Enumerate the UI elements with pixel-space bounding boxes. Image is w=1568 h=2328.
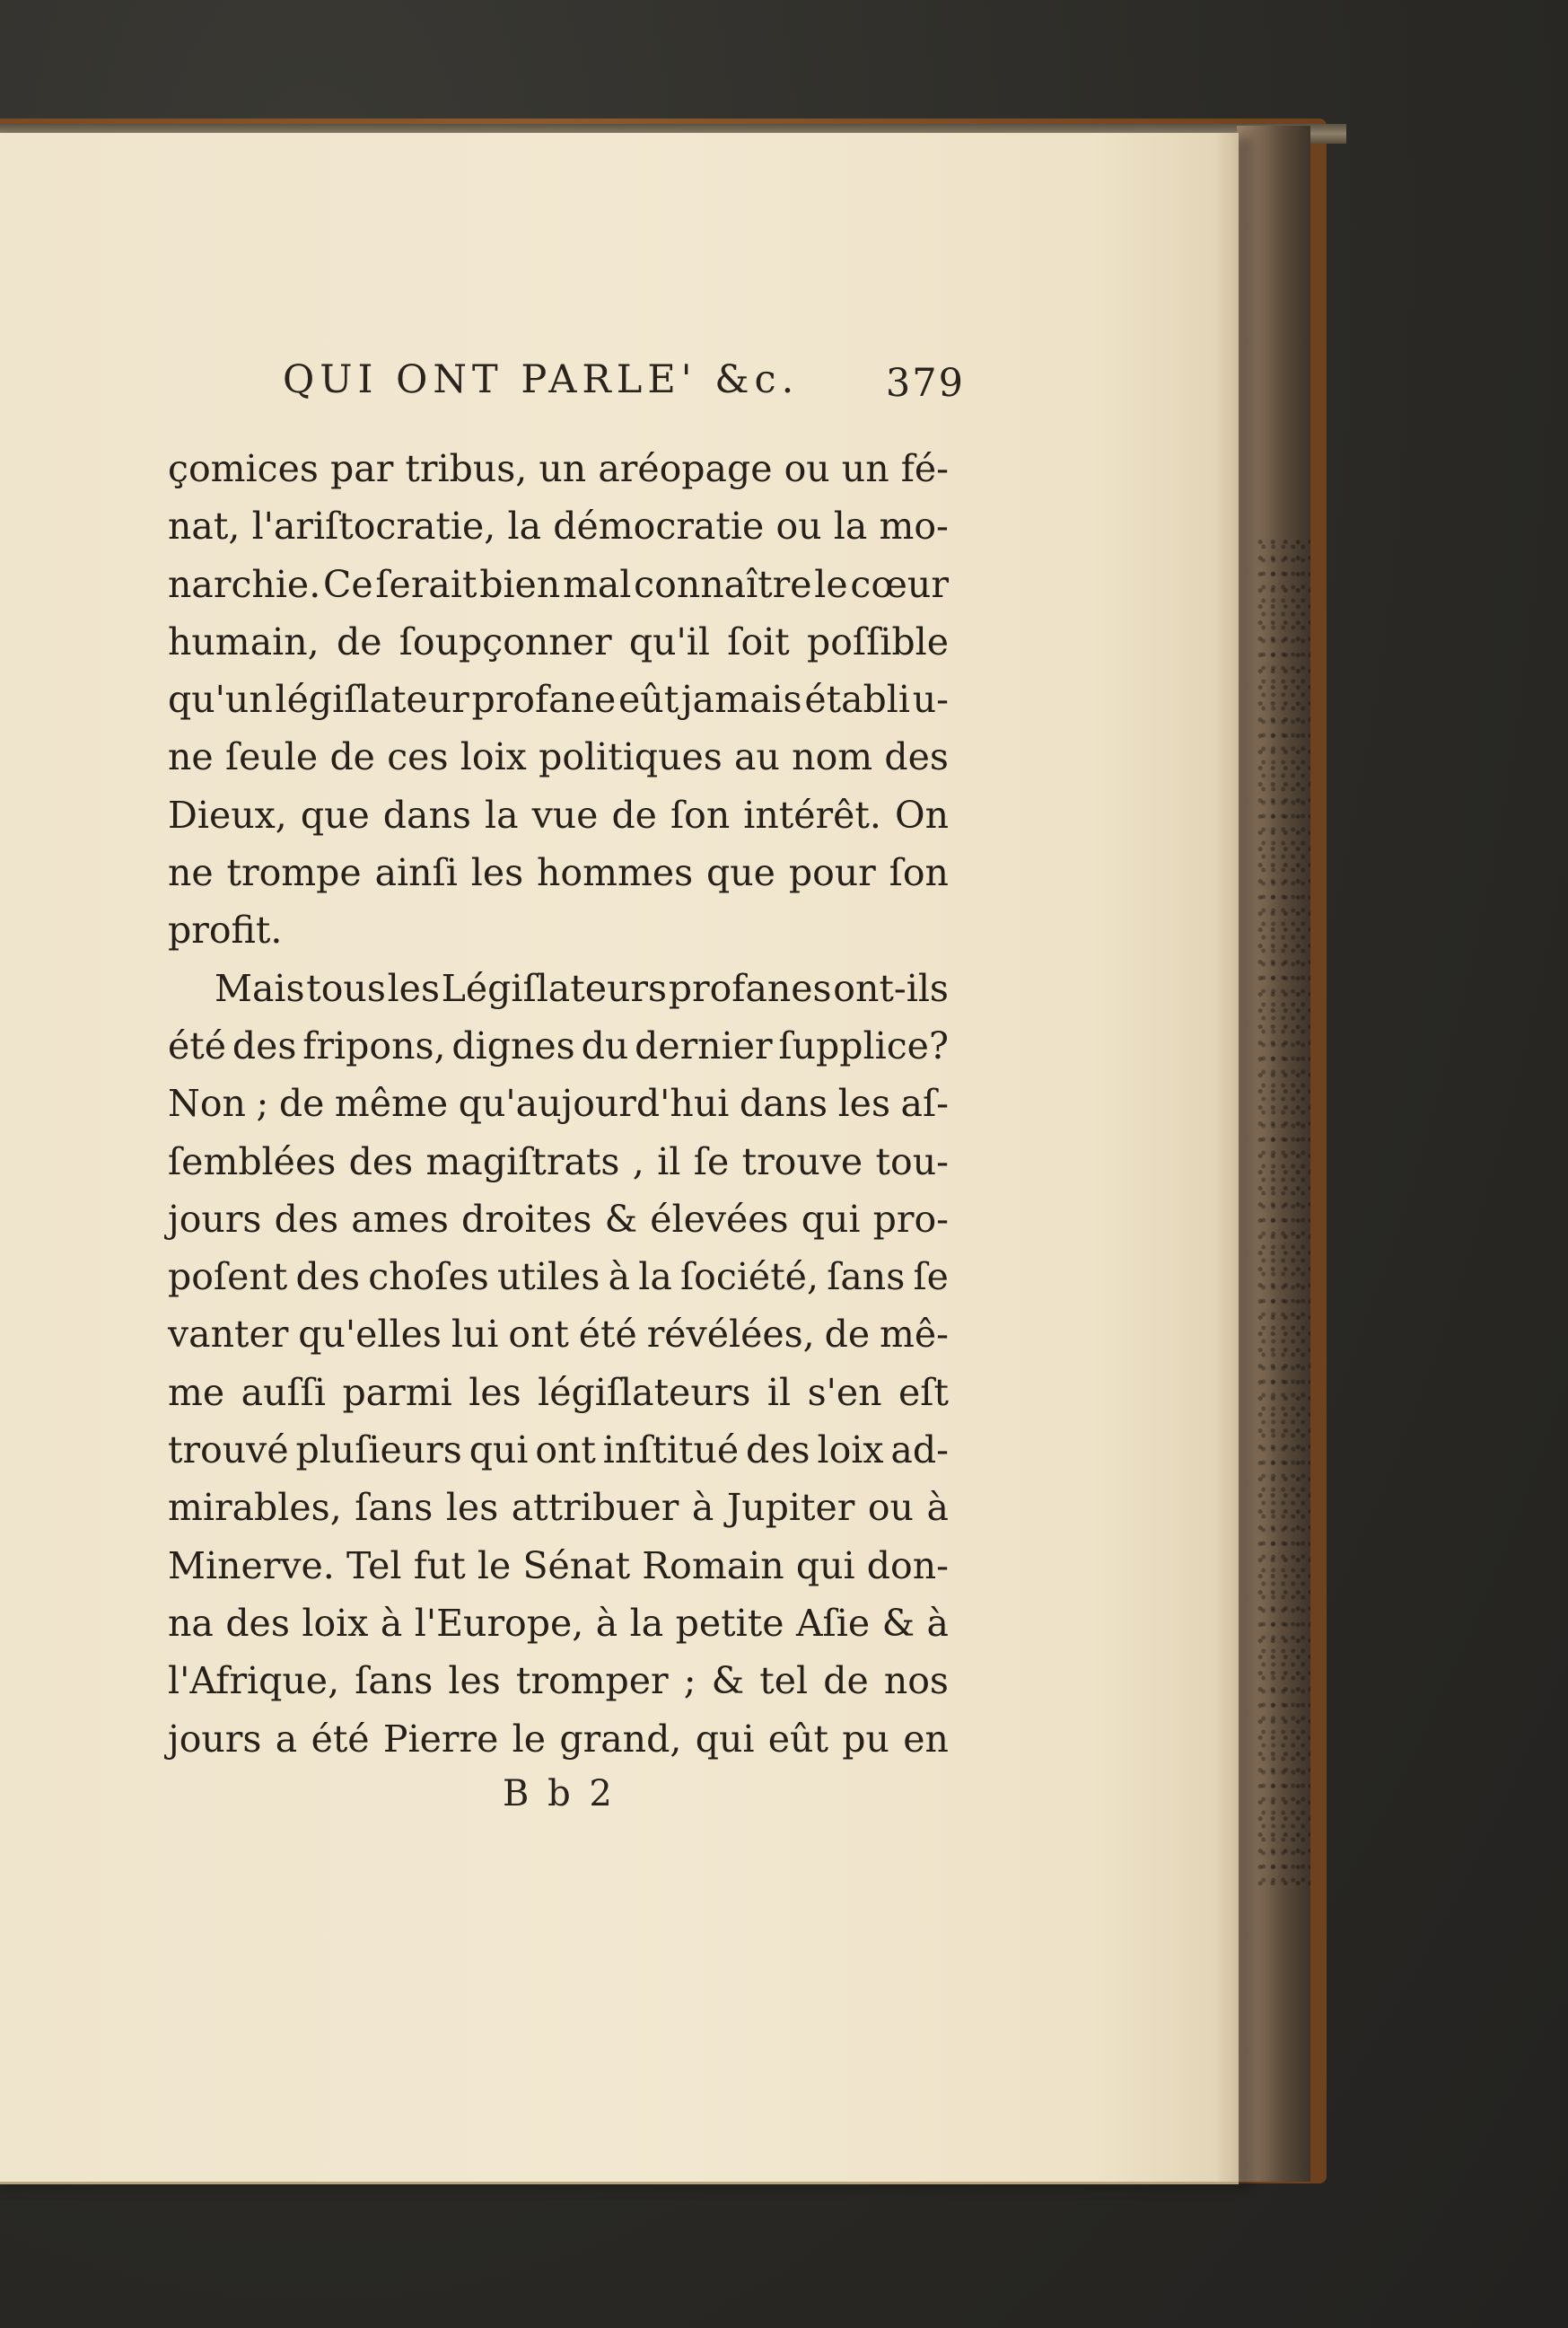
text-line: l'Afrique, ſans les tromper ; & tel de nos: [168, 1659, 949, 1703]
text-line: profit.: [168, 909, 283, 953]
text-line: humain, de ſoupçonner qu'il ſoit poſſible: [168, 619, 949, 663]
page-edge-speckle: [1257, 539, 1310, 1885]
text-line: Non ; de même qu'aujourd'hui dans les aſ-: [168, 1082, 949, 1126]
text-line: jours des ames droites & élevées qui pro-: [168, 1197, 949, 1241]
text-line: vanter qu'elles lui ont été révélées, de mê-: [168, 1313, 949, 1357]
text-line: ſemblées des magiſtrats , il ſe trouve tou-: [168, 1139, 949, 1183]
signature-mark: B b 2: [503, 1773, 616, 1814]
body-text: [168, 440, 949, 1768]
text-line: me auſſi parmi les légiſlateurs il s'en eſt: [168, 1370, 949, 1414]
text-line: été des fripons, dignes du dernier ſupplice?: [168, 1023, 949, 1067]
text-line: jours a été Pierre le grand, qui eût pu en: [168, 1717, 949, 1761]
text-line: poſent des choſes utiles à la ſociété, ſans ſe: [168, 1255, 949, 1299]
text-line: çomices par tribus, un aréopage ou un fé-: [168, 447, 949, 490]
text-line: mirables, ſans les attribuer à Jupiter ou à: [168, 1486, 949, 1530]
page-header: [283, 357, 965, 411]
running-head: QUI ONT PARLE' &c.: [283, 357, 800, 402]
text-line: na des loix à l'Europe, à la petite Aſie & à: [168, 1601, 949, 1645]
page-number: 379: [885, 361, 965, 406]
text-line: Minerve. Tel fut le Sénat Romain qui don-: [168, 1543, 949, 1587]
text-line: ne ſeule de ces loix politiques au nom des: [168, 735, 949, 779]
text-line: narchie. Ce ſerait bien mal connaître le cœur: [168, 562, 949, 606]
text-line: nat, l'ariſtocratie, la démocratie ou la mo-: [168, 505, 949, 549]
text-line: qu'un légiſlateur profane eût jamais établi u-: [168, 678, 949, 722]
text-line: Mais tous les Légiſlateurs profanes ont-ils: [215, 966, 949, 1010]
text-line: trouvé pluſieurs qui ont inſtitué des loix ad-: [168, 1428, 949, 1472]
text-line: ne trompe ainſi les hommes que pour ſon: [168, 851, 949, 895]
text-line: Dieux, que dans la vue de ſon intérêt. On: [168, 793, 949, 837]
